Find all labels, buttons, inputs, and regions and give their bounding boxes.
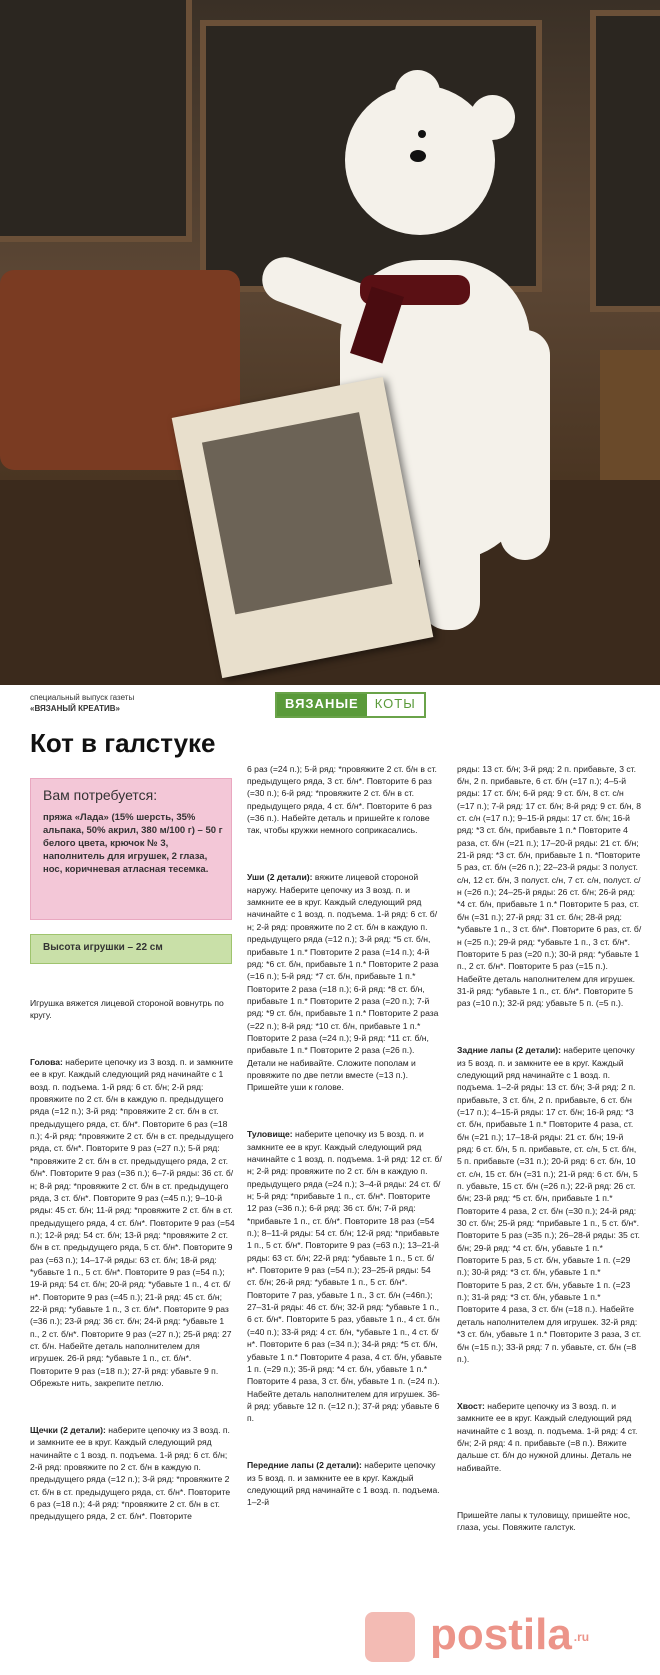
column-3 — [457, 738, 642, 1556]
ears-text: вяжите лицевой стороной наружу. Наберите цепочку из 3 возд. п. и замкните ее в круг. Каждый следующий ряд начинайте с 1 возд. п. подъема. 1-й ряд: 6 ст. б/н; 2-й ряд: провяжите по 2 ст. б/н в каждую п. предыдущего ряда (=12 п.); 3-й ряд: *5 ст. б/н, прибавьте 1 п.* Повторите 2 раза (=14 п.); 4-й ряд: *6 ст. б/н, прибавьте 1 п.* Повторите 2 раза (=16 п.); 5-й ряд: *7 ст. б/н, прибавьте 1 п.* Повторите 2 раза (=18 п.); 6-й ряд: *8 ст. б/н, прибавьте 1 п.* Повторите 2 раза (=20 п.); 7-й ряд: *9 ст. б/н, прибавьте 1 п.* Повторите 2 раза (=22 п.); 8-й ряд: *10 ст. б/н, прибавьте 1 п.* Повторите 2 раза (=24 п.); 9-й ряд: *11 ст. б/н, прибавьте 1 п.* Повторите 2 раза (=26 п.). Детали не набивайте. Сложите пополам и провяжите по две петли вместе (=13 п.). Пришейте уши к голове. — [247, 872, 441, 1093]
rubric-part1: ВЯЗАНЫЕ — [277, 694, 367, 716]
article-title: Кот в галстуке — [30, 728, 216, 758]
materials-text: пряжа «Лада» (15% шерсть, 35% альпака, 50% акрил, 380 м/100 г) – 50 г белого цвета, крючок № 3, наполнитель для игрушек, 2 глаза, нос, коричневая атласная тесемка. — [43, 812, 223, 875]
rubric-label — [275, 692, 426, 718]
cat-leg — [420, 520, 480, 630]
ears-section — [247, 871, 442, 1093]
head-section — [30, 1056, 238, 1389]
front-legs-title: Передние лапы (2 детали): — [247, 1460, 362, 1471]
cat-arm-right — [500, 330, 550, 560]
cheeks-title: Щечки (2 детали): — [30, 1425, 106, 1436]
body-title: Туловище: — [247, 1129, 293, 1140]
back-legs-title: Задние лапы (2 детали): — [457, 1045, 562, 1056]
head-text: наберите цепочку из 3 возд. п. и замкните ее в круг. Каждый следующий ряд начинайте с 1 возд. п. подъема. 1-й ряд: 6 ст. б/н; 2-й ряд: провяжите по 2 ст. б/н в каждую п. предыдущего ряда (=12 п.); 3-й ряд: *провяжите 2 ст. б/н в ст. предыдущего ряда, ст. б/н*. Повторите 6 раз (=18 п.); 4-й ряд: *провяжите 2 ст. б/н в ст. предыдущего ряда, ст. б/н*. Повторите 9 раз (=27 п.); 5-й ряд: *провяжите 2 ст. б/н в ст. предыдущего ряда, 2 ст. б/н*. Повторите 9 раз (=36 п.); 6–7-й ряды: 36 ст. б/н; 8-й ряд: *провяжите 2 ст. б/н в ст. предыдущего ряда, 3 ст. б/н*. Повторите 9 раз (=45 п.); 9–10-й ряды: 45 ст. б/н; 11-й ряд: *провяжите 2 ст. б/н в ст. предыдущего ряда, 4 ст. б/н*. Повторите 9 раз (=54 п.); 12-й ряд: 54 ст. б/н; 13-й ряд: *провяжите 2 ст. б/н в ст. предыдущего ряда, 5 ст. б/н*. Повторите 9 раз (=63 п.); 14–17-й ряды: 63 ст. б/н; 18-й ряд: *убавьте 1 п., 5 ст. б/н*. Повторите 9 раз (=54 п.); 19-й ряд: 54 ст. б/н; 20-й ряд: *убавьте 1 п., 4 ст. б/н*. Повторите 9 раз (=45 п.); 21-й ряд: 45 ст. б/н; 22-й ряд: *убавьте 1 п., 3 ст. б/н*. Повторите 9 раз (=36 п.); 23-й ряд: 36 ст. б/н; 24-й ряд: *убавьте 1 п., 2 ст. б/н*. Повторите 9 раз (=27 п.); 25-й ряд: 27 ст. б/н. Набейте деталь наполнителем для игрушек. 26-й ряд: *убавьте 1 п., ст. б/н*. Повторите 9 раз (=18 п.); 27-й ряд: убавьте 9 п. Обрежьте нить, закрепите петлю. — [30, 1057, 238, 1388]
cat-ear-right — [470, 95, 515, 140]
cheeks-text: наберите цепочку из 3 возд. п. и замкните ее в круг. Каждый следующий ряд начинайте с 1 возд. п. подъема. 1-й ряд: 6 ст. б/н; 2-й ряд: провяжите по 2 ст. б/н в каждую п. предыдущего ряда (=12 п.); 3-й ряд: *провяжите 2 ст. б/н в ст. предыдущего ряда, ст. б/н*. Повторите 6 раз (=18 п.); 4-й ряд: *провяжите 2 ст. б/н в ст. предыдущего ряда, 2 ст. б/н*. Повторите — [30, 1425, 233, 1522]
cheeks-section — [30, 1424, 235, 1523]
cat-nose-icon — [410, 150, 426, 162]
front-legs-text: наберите цепочку из 5 возд. п. и замкните ее в круг. Каждый следующий ряд начинайте с 1 возд. п. подъема. 1–2-й — [247, 1460, 443, 1508]
ears-title: Уши (2 детали): — [247, 872, 313, 883]
final-paragraph: Пришейте лапы к туловищу, пришейте нос, глаза, усы. Повяжите галстук. — [457, 1509, 633, 1532]
head-title: Голова: — [30, 1057, 63, 1068]
cover-photo — [0, 0, 660, 685]
front-legs-section — [247, 1459, 442, 1508]
tail-title: Хвост: — [457, 1400, 485, 1411]
watermark-text: postila — [430, 1610, 572, 1659]
body-section — [247, 1128, 445, 1424]
column-2 — [247, 738, 445, 1531]
rubric-part2: КОТЫ — [367, 694, 424, 716]
watermark-suffix: .ru — [573, 1630, 590, 1645]
tail-section — [457, 1400, 642, 1474]
cat-eye-icon — [418, 130, 426, 138]
materials-title: Вам потребуется: — [43, 787, 158, 803]
postcard-picture — [202, 412, 392, 614]
tail-text: наберите цепочку из 3 возд. п. и замкните ее в круг. Каждый следующий ряд начинайте с 1 возд. п. подъема. 1-й ряд: 4 ст. б/н; 2-й ряд: 4 п. прибавьте (=8 п.). Вяжите дальше ст. б/н до нужной длины. Деталь не набивайте. — [457, 1400, 640, 1473]
column-1 — [30, 972, 238, 1545]
front-legs-continued: ряды: 13 ст. б/н; 3-й ряд: 2 п. прибавьте, 3 ст. б/н, 2 п. прибавьте, 6 ст. б/н (=17 п.); 4–5-й ряды: 17 ст. б/н; 6-й ряд: 9 ст. б/н, 8 ст. с/н (=17 п.); 7-й ряд: 17 ст. б/н; 8-й ряд: 9 ст. б/н, 8 ст. с/н (=17 п.); 9–15-й ряды: 17 ст. б/н; 16-й ряд: *3 ст. б/н, прибавьте 1 п.* Повторите 4 раза, ст. б/н (=21 п.); 17–20-й ряды: 21 ст. б/н; 21-й ряд: *3 ст. б/н, прибавьте 1 п. *Повторите 5 раз, ст. б/н (=26 п.); 22–23-й ряды: 3 полуст. с/н, 12 ст. б/н, 3 полуст. с/н, 7 ст. с/н, полуст. с/н (=26 п.); 24–25-й ряды: 26 ст. б/н; 26-й ряд: *4 ст. б/н, прибавьте 1 п.* Повторите 5 раз, ст. б/н (=31 п.); 27-й ряд: 31 ст. б/н; 28-й ряд: *убавьте 1 п., 3 ст. б/н*. Повторите 6 раз, ст. б/н (=25 п.); 29-й ряд: *убавьте 1 п., 3 ст. б/н*. Повторите 5 раз (=20 п.); 30-й ряд: *убавьте 1 п., 2 ст. б/н*. Повторите 5 раз (=15 п.). Набейте деталь наполнителем для игрушек. 31-й ряд: *убавьте 1 п., ст. б/н*. Повторите 5 раз (=10 п.); 32-й ряд: убавьте 5 п. (=5 п.). — [457, 763, 644, 1009]
postila-logo-icon — [365, 1612, 415, 1662]
photo-frame-left — [0, 0, 192, 242]
photo-frame-right — [590, 10, 660, 312]
cheeks-continued: 6 раз (=24 п.); 5-й ряд: *провяжите 2 ст. б/н в ст. предыдущего ряда, 3 ст. б/н*. Повторите 6 раз (=30 п.); 6-й ряд: *провяжите 2 ст. б/н в ст. предыдущего ряда, 4 ст. б/н*. Повторите 6 раз (=36 п.). Набейте деталь и пришейте к голове так, чтобы кружки немного соприкасались. — [247, 763, 440, 836]
watermark — [430, 1610, 589, 1660]
source-line2: «ВЯЗАНЫЙ КРЕАТИВ» — [30, 704, 120, 713]
intro-paragraph: Игрушка вяжется лицевой стороной вовнутрь по кругу. — [30, 997, 227, 1021]
back-legs-section — [457, 1044, 642, 1365]
cat-ear-left — [395, 70, 440, 115]
back-legs-text: наберите цепочку из 5 возд. п. и замкните ее в круг. Каждый следующий ряд начинайте с 1 возд. п. подъема. 1–2-й ряды: 13 ст. б/н; 3-й ряд: 2 п. прибавьте, 3 ст. б/н, 2 п. прибавьте, 6 ст. б/н (=17 п.); 4–15-й ряды: 17 ст. б/н; 16-й ряд: *3 ст. б/н, прибавьте 1 п.* Повторите 4 раза, ст. б/н (=21 п.); 17–18-й ряды: 21 ст. б/н; 19-й ряд: 6 ст. б/н, 5 п. прибавьте, ст. с/н, 5 ст. б/н, 5 п. прибавьте (=31 п.); 20-й ряд: 6 ст. б/н, 10 ст. с/н, 15 ст. б/н (=31 п.); 21-й ряд: 6 ст. б/н, 5 п. убавьте, 15 ст. б/н (=26 п.); 22-й ряд: 26 ст. б/н; 23-й ряд: *5 ст. б/н, прибавьте 1 п.* Повторите 4 раза, 2 ст. б/н (=30 п.); 24-й ряд: 30 ст. б/н; 25-й ряд: *прибавьте 1 п., 5 ст. б/н*. Повторите 5 раз (=35 п.); 26–28-й ряды: 35 ст. б/н; 29-й ряд: *4 ст. б/н, убавьте 1 п.* Повторите 5 раз, 5 ст. б/н, убавьте 1 п. (=29 п.); 30-й ряд: *3 ст. б/н, убавьте 1 п.* Повторите 5 раз, 2 ст. б/н, убавьте 1 п. (=23 п.); 31-й ряд: *3 ст. б/н, убавьте 1 п.* Повторите 4 раза, 3 ст. б/н (=18 п.). Набейте деталь наполнителем для игрушек. 32-й ряд: *3 ст. б/н, убавьте 1 п.* Повторите 3 раза, 3 ст. б/н (=15 п.); 33-й ряд: 7 п. убавьте, ст. б/н (=8 п.). — [457, 1045, 644, 1364]
materials-box — [30, 778, 232, 920]
height-box — [30, 934, 232, 964]
height-text: Высота игрушки – 22 см — [43, 942, 163, 953]
source-line1: специальный выпуск газеты — [30, 693, 135, 702]
body-text: наберите цепочку из 5 возд. п. и замкните ее в круг. Каждый следующий ряд начинайте с 1 возд. п. подъема. 1-й ряд: 12 ст. б/н; 2-й ряд: провяжите по 2 ст. б/н в каждую п. предыдущего ряда (=24 п.); 3–4-й ряды: 24 ст. б/н; 5-й ряд: *прибавьте 1 п., ст. б/н*. Повторите 12 раз (=36 п.); 6-й ряд: 36 ст. б/н; 7-й ряд: *прибавьте 1 п., ст. б/н*. Повторите 18 раз (=54 п.); 8–11-й ряды: 54 ст. б/н; 12-й ряд: *прибавьте 1 п., 5 ст. б/н*. Повторите 9 раз (=63 п.); 13–21-й ряды: 63 ст. б/н; 22-й ряд: *убавьте 1 п., 5 ст. б/н*. Повторите 9 раз (=54 п.); 23–25-й ряды: 54 ст. б/н; 26-й ряд: *убавьте 1 п., 5 ст. б/н*. Повторите 7 раз, убавьте 1 п., 3 ст. б/н (=46п.); 27–31-й ряды: 46 ст. б/н; 32-й ряд: *убавьте 1 п., 6 ст. б/н*. Повторите 5 раз, убавьте 1 п., 4 ст. б/н (=40 п.); 33-й ряд: 4 ст. б/н, *убавьте 1 п., 4 ст. б/н*. Повторите 6 раз (=34 п.); 34-й ряд: *5 ст. б/н, убавьте 1 п.* Повторите 4 раза, 4 ст. б/н, убавьте 1 п. (=29 п.); 35-й ряд: *4 ст. б/н, убавьте 1 п.* Повторите 4 раза, 3 ст. б/н, убавьте 1 п. (=24 п.). Набейте деталь наполнителем для игрушек. 36-й ряд: убавьте 12 п. (=12 п.); 37-й ряд: убавьте 6 п. — [247, 1129, 445, 1424]
